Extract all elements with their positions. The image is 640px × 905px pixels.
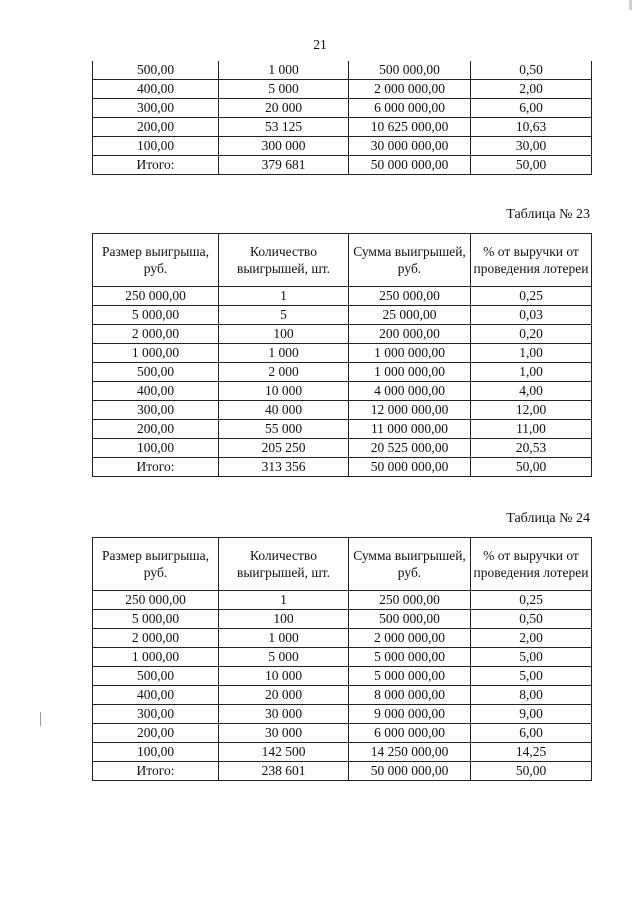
table-row <box>93 667 592 686</box>
table-cell: 50,00 <box>471 458 592 477</box>
table-row <box>93 724 592 743</box>
table-cell: 250 000,00 <box>349 287 471 306</box>
table-row <box>93 629 592 648</box>
table-cell: 8 000 000,00 <box>349 686 471 705</box>
table-cell: 250 000,00 <box>349 591 471 610</box>
table-cell: 400,00 <box>93 382 219 401</box>
table-cell: 100 <box>219 610 349 629</box>
table-row <box>93 118 592 137</box>
table-cell: 50 000 000,00 <box>349 762 471 781</box>
total-row <box>93 458 592 477</box>
table-cell: 12 000 000,00 <box>349 401 471 420</box>
table-cell: Итого: <box>93 156 219 175</box>
page-number: 21 <box>313 37 327 52</box>
table-cell: 6 000 000,00 <box>349 724 471 743</box>
table-cell: 300,00 <box>93 99 219 118</box>
table-continued-body <box>93 61 592 175</box>
table-cell: 5 000 <box>219 648 349 667</box>
table-cell: 1 000 <box>219 344 349 363</box>
table-cell: 20,53 <box>471 439 592 458</box>
table-row <box>93 705 592 724</box>
table-cell: 2 000,00 <box>93 629 219 648</box>
table-cell: 1 000,00 <box>93 344 219 363</box>
header-row <box>93 234 592 287</box>
table-cell: 6,00 <box>471 99 592 118</box>
table-row <box>93 325 592 344</box>
table-cell: 5,00 <box>471 667 592 686</box>
table-cell: 250 000,00 <box>93 591 219 610</box>
table-cell: 500,00 <box>93 61 219 80</box>
table-cell: 5 000,00 <box>93 306 219 325</box>
table-cell: 5 000 000,00 <box>349 648 471 667</box>
header-cell: % от выручки от проведения лотереи <box>471 538 592 591</box>
table-cell: 500,00 <box>93 667 219 686</box>
table-cell: 53 125 <box>219 118 349 137</box>
table-row <box>93 401 592 420</box>
table-cell: 30,00 <box>471 137 592 156</box>
table-row <box>93 363 592 382</box>
table-cell: 20 000 <box>219 686 349 705</box>
table-cell: 10 000 <box>219 382 349 401</box>
table-cell: 1,00 <box>471 363 592 382</box>
table-cell: 10,63 <box>471 118 592 137</box>
table-cell: 10 000 <box>219 667 349 686</box>
table-cell: 300 000 <box>219 137 349 156</box>
table-cell: 100,00 <box>93 743 219 762</box>
table-cell: 1 000,00 <box>93 648 219 667</box>
table-cell: 40 000 <box>219 401 349 420</box>
table-cell: 14,25 <box>471 743 592 762</box>
table-cell: 20 000 <box>219 99 349 118</box>
table-cell: 0,25 <box>471 287 592 306</box>
table-cell: 1 000 <box>219 61 349 80</box>
table-cell: 2,00 <box>471 80 592 99</box>
table-cell: 25 000,00 <box>349 306 471 325</box>
table-continued <box>92 61 592 175</box>
scan-mark <box>40 712 41 726</box>
table-cell: 30 000 <box>219 724 349 743</box>
table-cell: 50 000 000,00 <box>349 458 471 477</box>
table-cell: 10 625 000,00 <box>349 118 471 137</box>
header-cell: Количество выигрышей, шт. <box>219 538 349 591</box>
table-23-caption: Таблица № 23 <box>506 207 590 222</box>
table-cell: 300,00 <box>93 705 219 724</box>
table-24-body <box>93 538 592 781</box>
table-row <box>93 743 592 762</box>
table-cell: 2 000 000,00 <box>349 80 471 99</box>
table-cell: 55 000 <box>219 420 349 439</box>
table-row <box>93 344 592 363</box>
table-cell: 400,00 <box>93 80 219 99</box>
table-cell: 500,00 <box>93 363 219 382</box>
table-cell: 200,00 <box>93 118 219 137</box>
table-cell: 238 601 <box>219 762 349 781</box>
table-cell: 4 000 000,00 <box>349 382 471 401</box>
table-cell: 50 000 000,00 <box>349 156 471 175</box>
table-cell: 30 000 <box>219 705 349 724</box>
table-cell: 0,03 <box>471 306 592 325</box>
table-cell: 313 356 <box>219 458 349 477</box>
table-cell: 5 <box>219 306 349 325</box>
table-cell: 100,00 <box>93 137 219 156</box>
table-cell: 1 000 000,00 <box>349 344 471 363</box>
table-cell: 379 681 <box>219 156 349 175</box>
header-cell: Количество выигрышей, шт. <box>219 234 349 287</box>
table-cell: 5,00 <box>471 648 592 667</box>
table-cell: 2 000 000,00 <box>349 629 471 648</box>
table-row <box>93 99 592 118</box>
table-row <box>93 591 592 610</box>
table-cell: 20 525 000,00 <box>349 439 471 458</box>
table-row <box>93 80 592 99</box>
table-cell: 14 250 000,00 <box>349 743 471 762</box>
table-row <box>93 648 592 667</box>
total-row <box>93 156 592 175</box>
table-cell: 200,00 <box>93 724 219 743</box>
table-23 <box>92 233 592 477</box>
table-row <box>93 287 592 306</box>
table-cell: 1 <box>219 287 349 306</box>
table-24-caption: Таблица № 24 <box>506 511 590 526</box>
header-cell: Размер выигрыша, руб. <box>93 234 219 287</box>
table-cell: 250 000,00 <box>93 287 219 306</box>
header-row <box>93 538 592 591</box>
table-cell: Итого: <box>93 762 219 781</box>
table-cell: 6,00 <box>471 724 592 743</box>
table-cell: 50,00 <box>471 762 592 781</box>
table-cell: 0,20 <box>471 325 592 344</box>
table-cell: 5 000,00 <box>93 610 219 629</box>
table-cell: 2 000,00 <box>93 325 219 344</box>
table-cell: 6 000 000,00 <box>349 99 471 118</box>
table-24 <box>92 537 592 781</box>
table-cell: 1 000 <box>219 629 349 648</box>
table-cell: 9 000 000,00 <box>349 705 471 724</box>
table-cell: 11 000 000,00 <box>349 420 471 439</box>
table-cell: 8,00 <box>471 686 592 705</box>
table-cell: 0,50 <box>471 61 592 80</box>
table-cell: Итого: <box>93 458 219 477</box>
table-cell: 5 000 <box>219 80 349 99</box>
table-row <box>93 382 592 401</box>
table-cell: 142 500 <box>219 743 349 762</box>
table-row <box>93 420 592 439</box>
table-cell: 2 000 <box>219 363 349 382</box>
header-cell: Сумма выигрышей, руб. <box>349 234 471 287</box>
table-cell: 11,00 <box>471 420 592 439</box>
table-cell: 0,25 <box>471 591 592 610</box>
table-cell: 200,00 <box>93 420 219 439</box>
table-cell: 30 000 000,00 <box>349 137 471 156</box>
table-row <box>93 439 592 458</box>
table-cell: 50,00 <box>471 156 592 175</box>
table-row <box>93 306 592 325</box>
table-cell: 500 000,00 <box>349 610 471 629</box>
table-cell: 1 <box>219 591 349 610</box>
table-cell: 100 <box>219 325 349 344</box>
table-cell: 0,50 <box>471 610 592 629</box>
table-cell: 2,00 <box>471 629 592 648</box>
table-row <box>93 61 592 80</box>
table-row <box>93 610 592 629</box>
header-cell: Размер выигрыша, руб. <box>93 538 219 591</box>
table-cell: 300,00 <box>93 401 219 420</box>
table-cell: 200 000,00 <box>349 325 471 344</box>
table-cell: 205 250 <box>219 439 349 458</box>
header-cell: Сумма выигрышей, руб. <box>349 538 471 591</box>
table-cell: 1,00 <box>471 344 592 363</box>
header-cell: % от выручки от проведения лотереи <box>471 234 592 287</box>
table-cell: 9,00 <box>471 705 592 724</box>
table-23-body <box>93 234 592 477</box>
table-cell: 500 000,00 <box>349 61 471 80</box>
table-cell: 100,00 <box>93 439 219 458</box>
table-cell: 12,00 <box>471 401 592 420</box>
table-cell: 400,00 <box>93 686 219 705</box>
total-row <box>93 762 592 781</box>
table-row <box>93 686 592 705</box>
table-row <box>93 137 592 156</box>
table-cell: 4,00 <box>471 382 592 401</box>
table-cell: 5 000 000,00 <box>349 667 471 686</box>
table-cell: 1 000 000,00 <box>349 363 471 382</box>
scan-mark-corner <box>629 0 632 10</box>
